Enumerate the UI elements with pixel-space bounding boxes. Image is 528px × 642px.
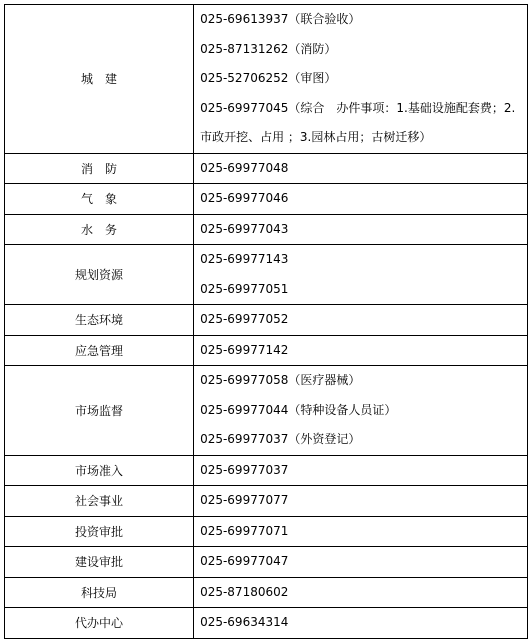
phone-cell bbox=[194, 486, 528, 517]
phone-cell bbox=[194, 366, 528, 456]
table-row bbox=[5, 214, 528, 245]
department-name: 代办中心 bbox=[75, 616, 124, 631]
phone-cell bbox=[194, 577, 528, 608]
department-cell bbox=[5, 184, 194, 215]
phone-line: 025-69613937（联合验收） bbox=[200, 12, 361, 26]
phone-line: 025-69977071 bbox=[200, 523, 289, 538]
table-row bbox=[5, 184, 528, 215]
phone-line: 市政开挖、占用 ；3.园林占用；古树迁移） bbox=[200, 130, 432, 144]
department-name: 市场监督 bbox=[75, 403, 124, 418]
phone-line: 025-69977043 bbox=[200, 221, 289, 236]
department-cell bbox=[5, 455, 194, 486]
table-row bbox=[5, 455, 528, 486]
table-row bbox=[5, 335, 528, 366]
contact-table-body bbox=[5, 5, 528, 639]
table-row bbox=[5, 5, 528, 154]
phone-line: 025-69977037（外资登记） bbox=[200, 432, 361, 446]
department-name: 科技局 bbox=[81, 585, 118, 600]
department-cell bbox=[5, 366, 194, 456]
department-name: 城 建 bbox=[81, 72, 118, 87]
department-name: 应急管理 bbox=[75, 343, 124, 358]
table-row bbox=[5, 486, 528, 517]
department-name: 社会事业 bbox=[75, 494, 124, 509]
phone-cell bbox=[194, 335, 528, 366]
phone-cell bbox=[194, 455, 528, 486]
table-row bbox=[5, 153, 528, 184]
table-row bbox=[5, 516, 528, 547]
phone-line: 025-69977051 bbox=[200, 281, 289, 296]
phone-line: 025-69977077 bbox=[200, 493, 289, 507]
department-cell bbox=[5, 547, 194, 578]
table-row bbox=[5, 366, 528, 456]
department-cell bbox=[5, 577, 194, 608]
department-name: 消 防 bbox=[81, 161, 118, 176]
department-name: 水 务 bbox=[81, 222, 118, 237]
department-cell bbox=[5, 516, 194, 547]
department-cell bbox=[5, 245, 194, 305]
phone-line: 025-69977143 bbox=[200, 252, 289, 266]
department-cell bbox=[5, 608, 194, 639]
phone-line: 025-69977046 bbox=[200, 191, 289, 205]
phone-cell bbox=[194, 547, 528, 578]
phone-line: 025-52706252（审图） bbox=[200, 71, 337, 85]
department-name: 建设审批 bbox=[75, 555, 124, 570]
department-cell bbox=[5, 153, 194, 184]
phone-line: 025-69977052 bbox=[200, 312, 289, 326]
phone-cell bbox=[194, 214, 528, 245]
phone-line: 025-69634314 bbox=[200, 615, 289, 629]
table-row bbox=[5, 577, 528, 608]
phone-cell bbox=[194, 184, 528, 215]
department-cell bbox=[5, 214, 194, 245]
department-cell bbox=[5, 305, 194, 336]
phone-line: 025-69977048 bbox=[200, 160, 289, 175]
department-cell bbox=[5, 335, 194, 366]
phone-line: 025-69977142 bbox=[200, 342, 289, 357]
phone-line: 025-69977037 bbox=[200, 462, 289, 477]
phone-line: 025-69977044（特种设备人员证） bbox=[200, 402, 397, 417]
table-row bbox=[5, 305, 528, 336]
phone-line: 025-87180602 bbox=[200, 584, 289, 599]
table-row bbox=[5, 547, 528, 578]
department-name: 气 象 bbox=[81, 192, 118, 207]
phone-cell bbox=[194, 245, 528, 305]
contact-table bbox=[4, 4, 528, 639]
department-cell bbox=[5, 5, 194, 154]
department-cell bbox=[5, 486, 194, 517]
phone-cell bbox=[194, 153, 528, 184]
table-row bbox=[5, 245, 528, 305]
phone-line: 025-87131262（消防） bbox=[200, 41, 337, 56]
phone-line: 025-69977047 bbox=[200, 554, 289, 568]
phone-line: 025-69977045（综合 办件事项：1.基础设施配套费；2. bbox=[200, 100, 516, 115]
phone-line: 025-69977058（医疗器械） bbox=[200, 373, 361, 387]
department-name: 规划资源 bbox=[75, 268, 124, 282]
phone-cell bbox=[194, 305, 528, 336]
department-name: 投资审批 bbox=[75, 524, 124, 539]
phone-cell bbox=[194, 5, 528, 154]
phone-cell bbox=[194, 608, 528, 639]
department-name: 市场准入 bbox=[75, 463, 124, 478]
department-name: 生态环境 bbox=[75, 313, 124, 328]
table-row bbox=[5, 608, 528, 639]
phone-cell bbox=[194, 516, 528, 547]
